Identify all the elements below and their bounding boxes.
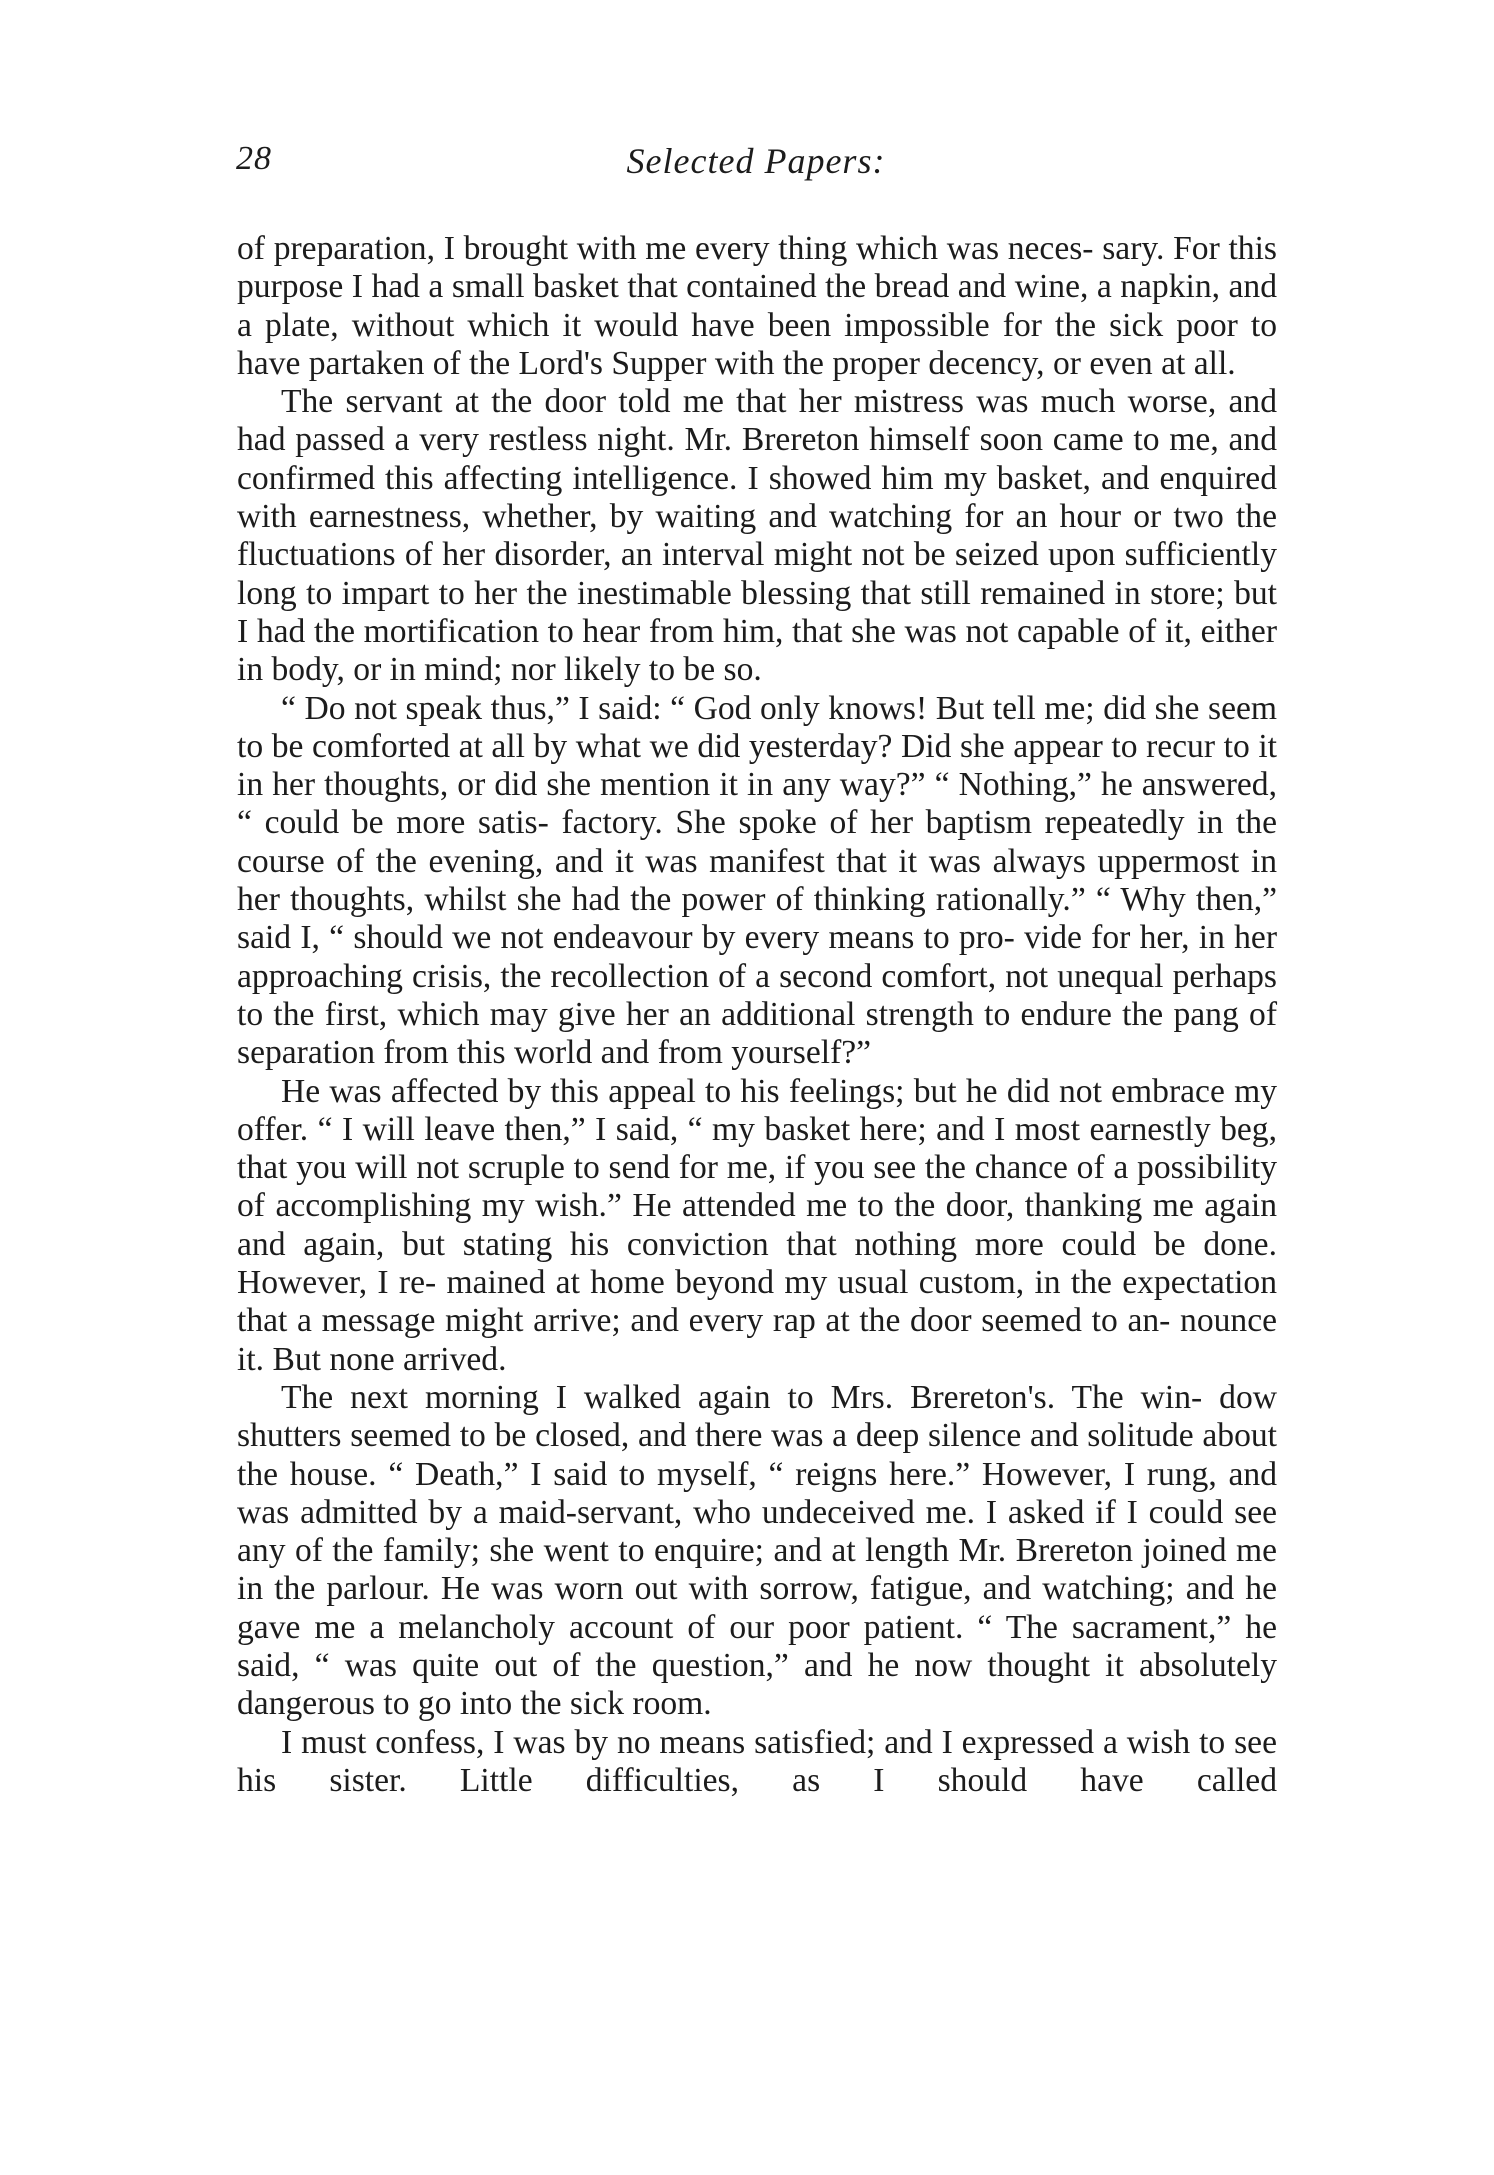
paragraph: The servant at the door told me that her mistress was much worse, and had passed a very restless night. Mr. Brereton himself soon came to me, and confirmed this affecting intelligence. I showed him my basket, and enquired with earnestness, whether, by waiting and watching for an hour or two the fluctuations of her disorder, an interval might not be seized upon sufficiently long to impart to her the inestimable blessing that still remained in store; but I had the mortification to hear from him, that she was not capable of it, either in body, or in mind; nor likely to be so. — [237, 383, 1277, 689]
paragraph: I must confess, I was by no means satisfied; and I expressed a wish to see his sister. Little difficulties, as I should have called — [237, 1723, 1277, 1799]
paragraph: The next morning I walked again to Mrs. Brereton's. The win- dow shutters seemed to be closed, and there was a deep silence and solitude about the house. “ Death,” I said to myself, “ reigns here.” However, I rung, and was admitted by a maid-servant, who undeceived me. I asked if I could see any of the family; she went to enquire; and at length Mr. Brereton joined me in the parlour. He was worn out with sorrow, fatigue, and watching; and he gave me a melancholy account of our poor patient. “ The sacrament,” he said, “ was quite out of the question,” and he now thought it absolutely dangerous to go into the sick room. — [237, 1378, 1277, 1723]
body-text — [237, 230, 1277, 1800]
paragraph: “ Do not speak thus,” I said: “ God only knows! But tell me; did she seem to be comforted at all by what we did yesterday? Did she appear to recur to it in her thoughts, or did she mention it in any way?” “ Nothing,” he answered, “ could be more satis- factory. She spoke of her baptism repeatedly in the course of the evening, and it was manifest that it was always uppermost in her thoughts, whilst she had the power of thinking rationally.” “ Why then,” said I, “ should we not endeavour by every means to pro- vide for her, in her approaching crisis, the recollection of a second comfort, not unequal perhaps to the first, which may give her an additional strength to endure the pang of separation from this world and from yourself?” — [237, 689, 1277, 1072]
paragraph: He was affected by this appeal to his feelings; but he did not embrace my offer. “ I will leave then,” I said, “ my basket here; and I most earnestly beg, that you will not scruple to send for me, if you see the chance of a possibility of accomplishing my wish.” He attended me to the door, thanking me again and again, but stating his conviction that nothing more could be done. However, I re- mained at home beyond my usual custom, in the expectation that a message might arrive; and every rap at the door seemed to an- nounce it. But none arrived. — [237, 1072, 1277, 1378]
paragraph: of preparation, I brought with me every thing which was neces- sary. For this purpose I had a small basket that contained the bread and wine, a napkin, and a plate, without which it would have been impossible for the sick poor to have partaken of the Lord's Supper with the proper decency, or even at all. — [237, 230, 1277, 382]
page-number: 28 — [236, 140, 272, 177]
page-header — [236, 140, 1276, 200]
running-title: Selected Papers: — [626, 141, 886, 181]
